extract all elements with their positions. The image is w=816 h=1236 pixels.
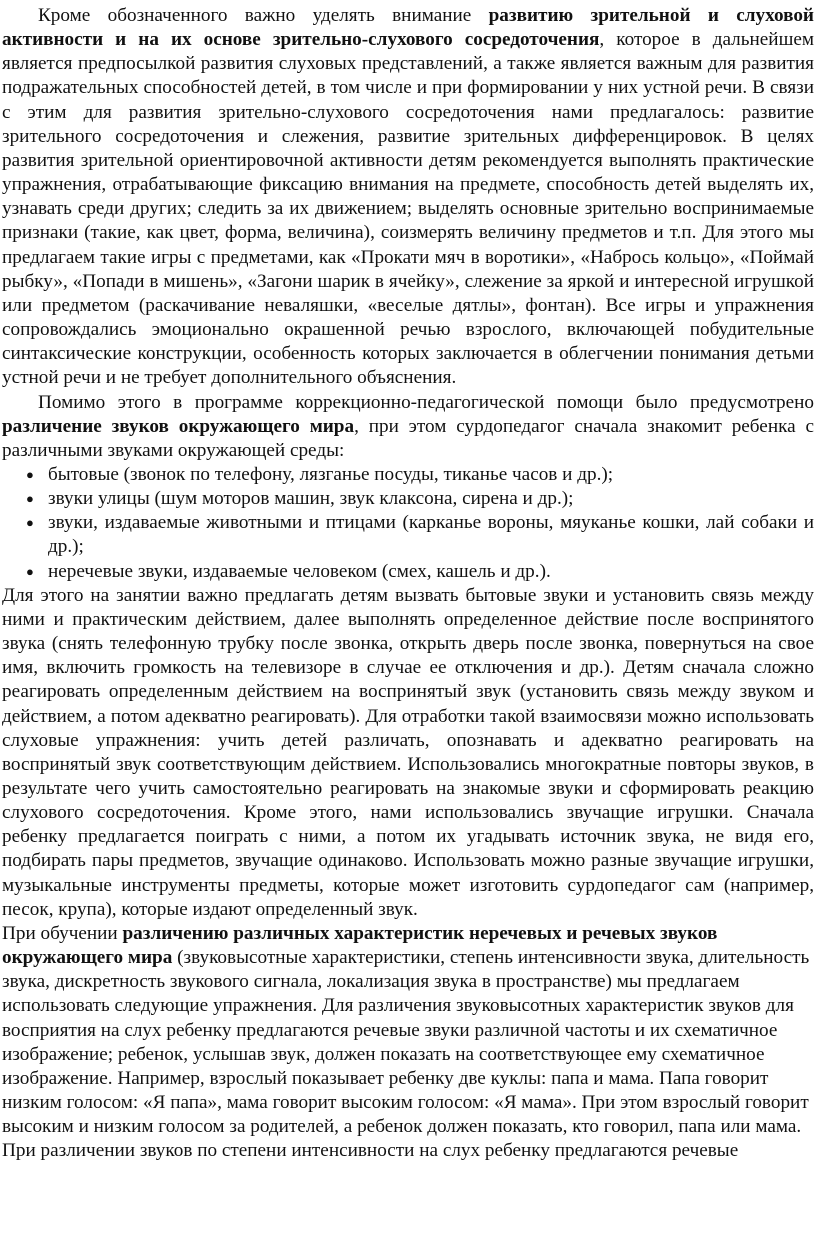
bold-phrase: различению различных характеристик неречевых и речевых звуков окружающего мира bbox=[2, 922, 718, 969]
paragraph-text: Кроме обозначенного важно уделять внимание bbox=[38, 5, 489, 26]
list-item-text: звуки улицы (шум моторов машин, звук клаксона, сирена и др.); bbox=[48, 488, 574, 510]
paragraph-text: (звуковысотные характеристики, степень интенсивности звука, длительность звука, дискретность звукового сигнала, локализация звука в пространстве) мы предлагаем использовать следующие упражнения. Для различения звуковысотных характеристик звуков для восприятия на слух ребенку предлагаются речевые звуки различной частоты и их схематичное изображение; ребенок, услышав звук, должен показать на соответствующее ему схематичное изображение. Например, взрослый показывает ребенку две куклы: папа и мама. Папа говорит низким голосом: «Я папа», мама говорит высоким голосом: «Я мама». При этом взрослый говорит высоким и низким голосом за родителей, а ребенок должен показать, кто говорил, папа или мама. При различении звуков по степени интенсивности на слух ребенку предлагаются речевые bbox=[2, 947, 810, 1162]
paragraph-text: При обучении bbox=[2, 922, 123, 944]
list-item bbox=[2, 560, 814, 584]
list-item-text: бытовые (звонок по телефону, лязганье посуды, тиканье часов и др.); bbox=[48, 463, 614, 485]
paragraph-text: Помимо этого в программе коррекционно-педагогической помощи было предусмотрено bbox=[38, 391, 814, 413]
paragraph-sound-characteristics bbox=[2, 922, 814, 1164]
sound-types-list bbox=[2, 463, 814, 584]
paragraph-environment-sounds bbox=[2, 391, 814, 463]
paragraph-visual-auditory bbox=[2, 4, 814, 391]
list-item bbox=[2, 463, 814, 487]
list-item-text: неречевые звуки, издаваемые человеком (смех, кашель и др.). bbox=[48, 560, 551, 582]
list-item bbox=[2, 487, 814, 511]
paragraph-text: , при этом сурдопедагог сначала знакомит ребенка с различными звуками окружающей среды: bbox=[2, 415, 814, 461]
bold-phrase: развитию зрительной и слуховой активности и на их основе зрительно-слухового сосредоточения bbox=[2, 5, 814, 51]
bullet-icon: ● bbox=[26, 491, 34, 507]
paragraph-text: Для этого на занятии важно предлагать детям вызвать бытовые звуки и установить связь между ними и практическим действием, далее выполнять определенное действие после воспринятого звука (снять телефонную трубку после звонка, открыть дверь после звонка, повернуться на свое имя, включить громкость на телевизоре в случае ее отключения и др.). Детям сначала сложно реагировать определенным действием на воспринятый звук (установить связь между звуком и действием, а потом адекватно реагировать). Для отработки такой взаимосвязи можно использовать слуховые упражнения: учить детей различать, опознавать и адекватно реагировать на воспринятый звук соответствующим действием. Использовались многократные повторы звуков, в результате чего учить самостоятельно реагировать на знакомые звуки и сформировать реакцию слухового сосредоточения. Кроме этого, нами использовались звучащие игрушки. Сначала ребенку предлагается поиграть с ними, а потом их угадывать источник звука, не видя его, подбирать пары предметов, звучащие одинаково. Использовать можно разные звучащие игрушки, музыкальные инструменты предметы, которые может изготовить сурдопедагог сам (например, песок, крупа), которые издают определенный звук. bbox=[2, 584, 814, 920]
list-item-text: звуки, издаваемые животными и птицами (карканье вороны, мяуканье кошки, лай собаки и др.); bbox=[48, 512, 814, 558]
paragraph-household-sounds bbox=[2, 584, 814, 922]
bullet-icon: ● bbox=[26, 515, 34, 531]
paragraph-text: , которое в дальнейшем является предпосылкой развития слуховых представлений, а также является важным для развития подражательных способностей детей, в том числе и при формировании у них устной речи. В связи с этим для развития зрительно-слухового сосредоточения нами предлагалось: развитие зрительного сосредоточения и слежения, развитие зрительных дифференцировок. В целях развития зрительной ориентировочной активности детям рекомендуется выполнять практические упражнения, отрабатывающие фиксацию внимания на предмете, способность детей выделять их, узнавать среди других; следить за их движением; выделять основные зрительно воспринимаемые признаки (такие, как цвет, форма, величина), соизмерять величину предметов и т.п. Для этого мы предлагаем такие игры с предметами, как «Прокати мяч в воротики», «Набрось кольцо», «Поймай рыбку», «Попади в мишень», «Загони шарик в ячейку», слежение за яркой и интересной игрушкой или предметом (раскачивание неваляшки, «веселые дятлы», фонтан). Все игры и упражнения сопровождались эмоционально окрашенной речью взрослого, включающей побудительные синтаксические конструкции, особенность которых заключается в облегчении понимания детьми устной речи и не требует дополнительного объяснения. bbox=[2, 29, 814, 389]
bullet-icon: ● bbox=[26, 466, 34, 482]
bullet-icon: ● bbox=[26, 563, 34, 579]
list-item bbox=[2, 511, 814, 559]
bold-phrase: различение звуков окружающего мира bbox=[2, 415, 355, 437]
